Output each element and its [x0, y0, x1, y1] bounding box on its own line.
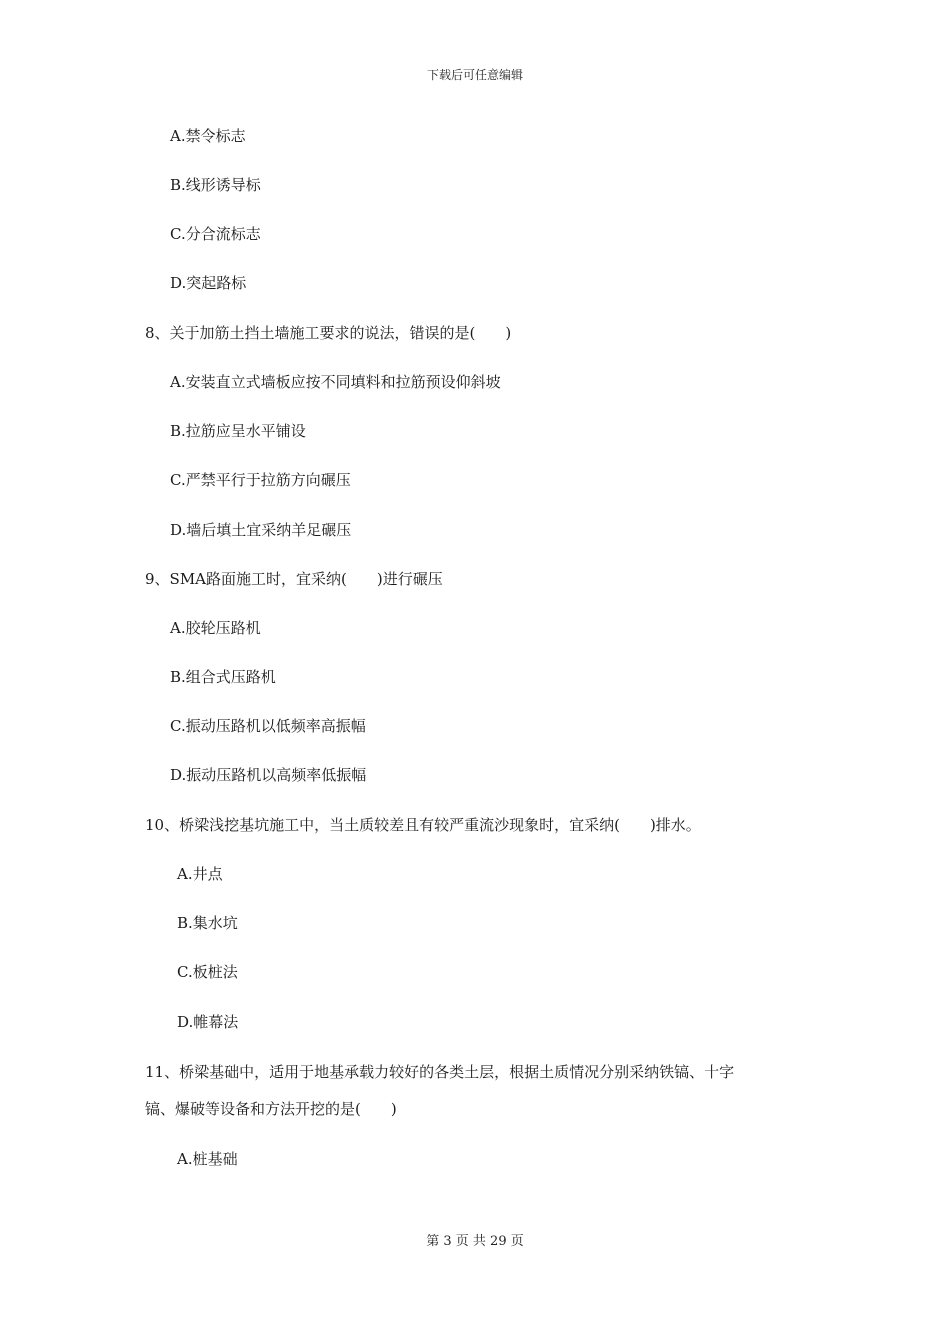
option-7c: C.分合流标志 — [170, 225, 261, 243]
question-11-cont: 镐、爆破等设备和方法开挖的是( ) — [145, 1100, 397, 1118]
option-7a: A.禁令标志 — [170, 127, 246, 145]
option-7d: D.突起路标 — [170, 274, 247, 292]
option-10d: D.帷幕法 — [177, 1013, 239, 1031]
option-10b: B.集水坑 — [177, 914, 238, 932]
option-9d: D.振动压路机以高频率低振幅 — [170, 766, 367, 784]
option-10a: A.井点 — [177, 865, 223, 883]
option-8c: C.严禁平行于拉筋方向碾压 — [170, 471, 351, 489]
option-7b: B.线形诱导标 — [170, 176, 261, 194]
page-header: 下载后可任意编辑 — [426, 68, 523, 82]
question-11: 11、桥梁基础中，适用于地基承载力较好的各类土层，根据土质情况分别采纳铁镐、十字 — [145, 1063, 735, 1081]
question-9: 9、SMA路面施工时，宜采纳( )进行碾压 — [145, 570, 443, 588]
option-9c: C.振动压路机以低频率高振幅 — [170, 717, 366, 735]
option-9b: B.组合式压路机 — [170, 668, 276, 686]
option-8a: A.安装直立式墙板应按不同填料和拉筋预设仰斜坡 — [170, 373, 501, 391]
question-10: 10、桥梁浅挖基坑施工中，当土质较差且有较严重流沙现象时，宜采纳( )排水。 — [145, 816, 701, 834]
page-footer: 第 3 页 共 29 页 — [426, 1234, 524, 1249]
option-8b: B.拉筋应呈水平铺设 — [170, 422, 306, 440]
question-8: 8、关于加筋土挡土墙施工要求的说法，错误的是( ) — [145, 324, 512, 342]
option-10c: C.板桩法 — [177, 963, 238, 981]
option-11a: A.桩基础 — [177, 1150, 238, 1168]
option-9a: A.胶轮压路机 — [170, 619, 261, 637]
option-8d: D.墙后填土宜采纳羊足碾压 — [170, 521, 352, 539]
